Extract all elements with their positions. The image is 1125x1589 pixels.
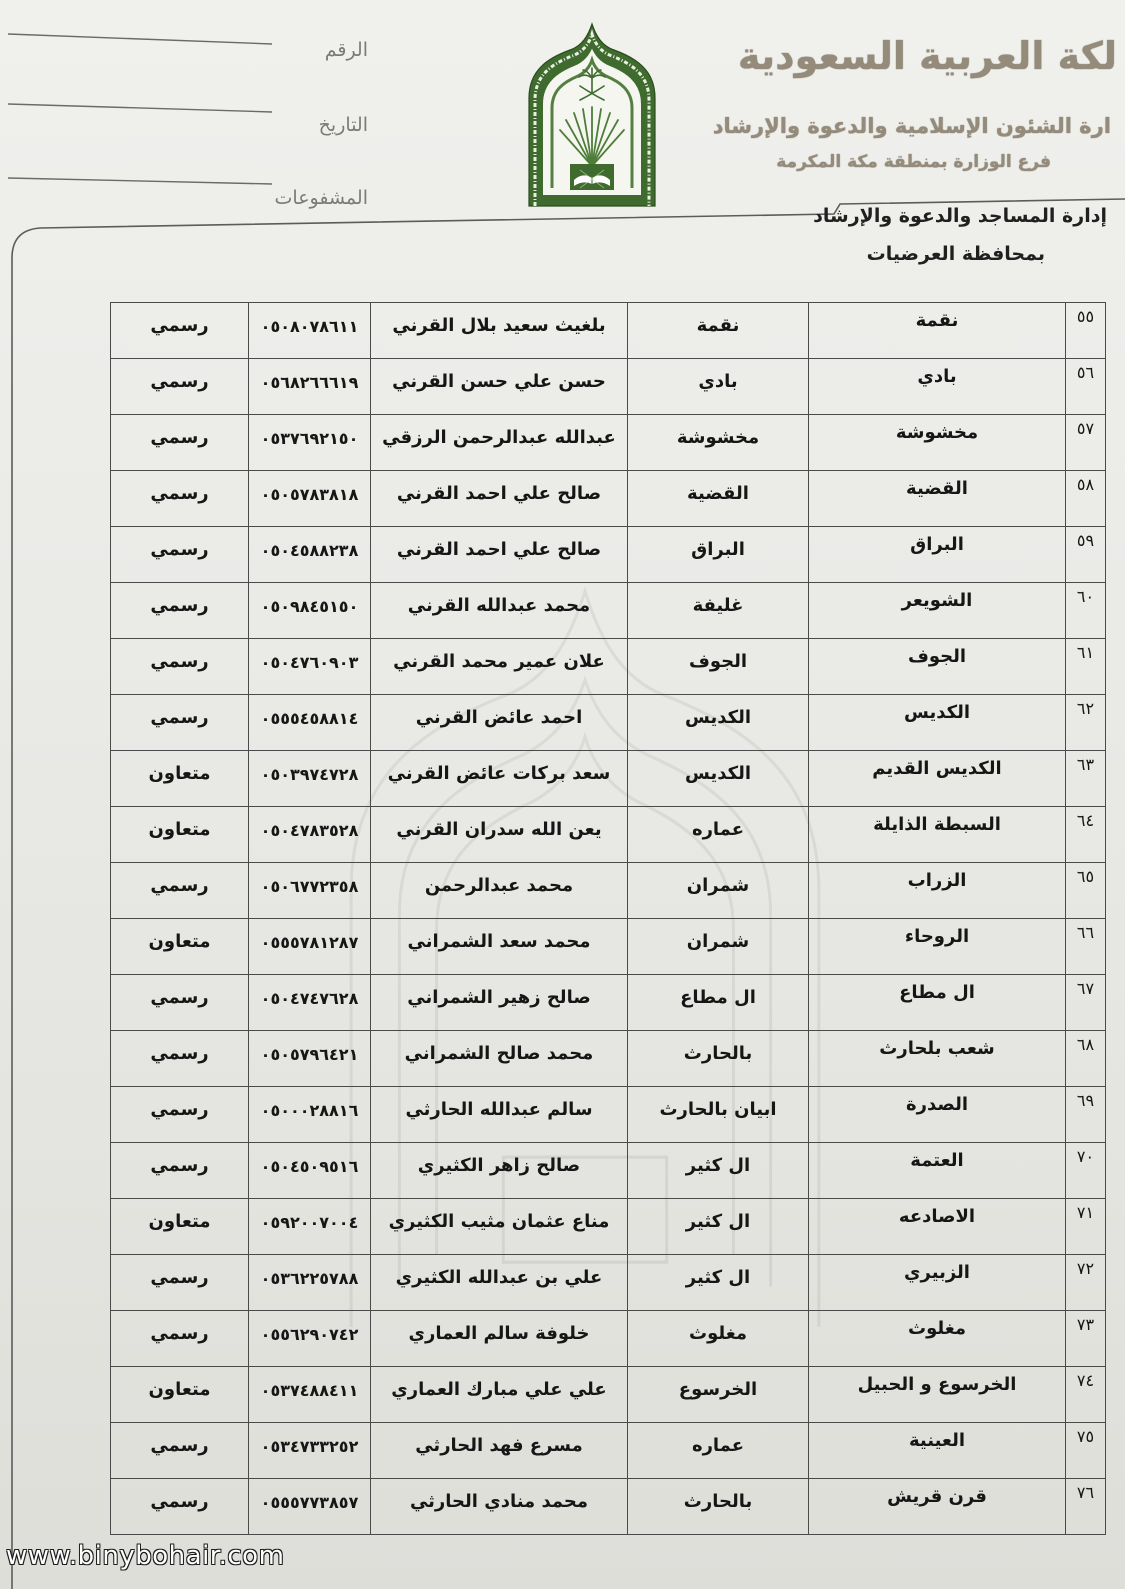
village-cell: مخشوشة [628,415,809,471]
imam-name-cell: محمد سعد الشمراني [371,919,628,975]
location-cell: العينية [809,1423,1066,1479]
imam-name-cell: صالح زهير الشمراني [371,975,628,1031]
imam-name-cell: صالح علي احمد القرني [371,471,628,527]
row-number-cell: ٦٠ [1066,583,1106,639]
letterhead-kingdom-title: لكة العربية السعودية [737,34,1117,78]
imam-name-cell: صالح زاهر الكثيري [371,1143,628,1199]
status-cell: رسمي [111,1255,249,1311]
row-number-cell: ٦٦ [1066,919,1106,975]
status-cell: رسمي [111,583,249,639]
imam-name-cell: عبدالله عبدالرحمن الرزقي [371,415,628,471]
location-cell: مغلوث [809,1311,1066,1367]
status-cell: رسمي [111,1031,249,1087]
table-row [111,415,1106,471]
imam-name-cell: بلغيث سعيد بلال القرني [371,303,628,359]
location-cell: الكديس القديم [809,751,1066,807]
table-row [111,1143,1106,1199]
village-cell: عماره [628,1423,809,1479]
table-row [111,639,1106,695]
row-number-cell: ٦٧ [1066,975,1106,1031]
table-row [111,303,1106,359]
row-number-cell: ٥٩ [1066,527,1106,583]
table-row [111,863,1106,919]
phone-cell: ٠٥٠٤٥٨٨٢٣٨ [249,527,371,583]
phone-cell: ٠٥٠٣٩٧٤٧٢٨ [249,751,371,807]
location-cell: قرن قريش [809,1479,1066,1535]
location-cell: الكديس [809,695,1066,751]
table-row [111,1087,1106,1143]
row-number-cell: ٥٥ [1066,303,1106,359]
village-cell: عماره [628,807,809,863]
row-number-cell: ٧٤ [1066,1367,1106,1423]
letterhead-ministry-title: ارة الشئون الإسلامية والدعوة والإرشاد [712,114,1111,138]
location-cell: الجوف [809,639,1066,695]
imam-name-cell: علان عمير محمد القرني [371,639,628,695]
phone-cell: ٠٥٠٤٥٠٩٥١٦ [249,1143,371,1199]
location-cell: مخشوشة [809,415,1066,471]
location-cell: ال مطاع [809,975,1066,1031]
imam-name-cell: محمد عبدالرحمن [371,863,628,919]
status-cell: رسمي [111,527,249,583]
village-cell: ابيان بالحارث [628,1087,809,1143]
number-field-line [8,34,272,44]
table-row [111,359,1106,415]
phone-cell: ٠٥٥٦٢٩٠٧٤٢ [249,1311,371,1367]
imam-name-cell: محمد صالح الشمراني [371,1031,628,1087]
status-cell: رسمي [111,1423,249,1479]
imam-name-cell: مناع عثمان مثيب الكثيري [371,1199,628,1255]
location-cell: العتمة [809,1143,1066,1199]
village-cell: شمران [628,863,809,919]
imam-name-cell: علي علي مبارك العماري [371,1367,628,1423]
village-cell: الكديس [628,751,809,807]
village-cell: القضية [628,471,809,527]
table-row [111,751,1106,807]
location-cell: الاصادعه [809,1199,1066,1255]
phone-cell: ٠٥٠٠٠٢٨٨١٦ [249,1087,371,1143]
imam-name-cell: يعن الله سدران القرني [371,807,628,863]
row-number-cell: ٦٢ [1066,695,1106,751]
location-cell: الزراب [809,863,1066,919]
phone-cell: ٠٥٣٧٤٨٨٤١١ [249,1367,371,1423]
status-cell: متعاون [111,751,249,807]
village-cell: الخرسوع [628,1367,809,1423]
village-cell: الجوف [628,639,809,695]
phone-cell: ٠٥٠٤٧٦٠٩٠٣ [249,639,371,695]
department-title: إدارة المساجد والدعوة والإرشاد [813,205,1107,227]
site-watermark: www.binybohair.com [6,1541,285,1571]
imam-name-cell: حسن علي حسن القرني [371,359,628,415]
location-cell: الصدرة [809,1087,1066,1143]
location-cell: القضية [809,471,1066,527]
location-cell: الشويعر [809,583,1066,639]
row-number-cell: ٧١ [1066,1199,1106,1255]
table-row [111,1479,1106,1535]
attachments-field-line [8,178,272,184]
village-cell: ال كثير [628,1255,809,1311]
village-cell: ال كثير [628,1199,809,1255]
status-cell: رسمي [111,695,249,751]
village-cell: بالحارث [628,1479,809,1535]
phone-cell: ٠٥٠٨٠٧٨٦١١ [249,303,371,359]
number-label: الرقم [324,39,368,61]
imam-name-cell: محمد منادي الحارثي [371,1479,628,1535]
village-cell: الكديس [628,695,809,751]
table-row [111,1311,1106,1367]
table-row [111,807,1106,863]
phone-cell: ٠٥٠٤٧٤٧٦٢٨ [249,975,371,1031]
status-cell: رسمي [111,639,249,695]
village-cell: مغلوث [628,1311,809,1367]
ministry-emblem-icon [526,20,658,208]
table-row [111,471,1106,527]
row-number-cell: ٦٩ [1066,1087,1106,1143]
status-cell: رسمي [111,359,249,415]
status-cell: متعاون [111,919,249,975]
status-cell: رسمي [111,1143,249,1199]
table-body [111,303,1106,1535]
phone-cell: ٠٥٠٤٧٨٣٥٢٨ [249,807,371,863]
status-cell: رسمي [111,1311,249,1367]
letterhead-branch-title: فرع الوزارة بمنطقة مكة المكرمة [776,152,1051,172]
table-row [111,1367,1106,1423]
imam-name-cell: محمد عبدالله القرني [371,583,628,639]
table-row [111,695,1106,751]
mosques-table [110,302,1106,1535]
location-cell: نقمة [809,303,1066,359]
status-cell: رسمي [111,975,249,1031]
table-row [111,975,1106,1031]
phone-cell: ٠٥٣٦٢٢٥٧٨٨ [249,1255,371,1311]
row-number-cell: ٧٠ [1066,1143,1106,1199]
phone-cell: ٠٥٥٥٧٧٣٨٥٧ [249,1479,371,1535]
governorate-title: بمحافظة العرضيات [866,243,1045,265]
row-number-cell: ٥٨ [1066,471,1106,527]
village-cell: بادي [628,359,809,415]
location-cell: الزبيري [809,1255,1066,1311]
imam-name-cell: علي بن عبدالله الكثيري [371,1255,628,1311]
row-number-cell: ٦١ [1066,639,1106,695]
status-cell: رسمي [111,1087,249,1143]
location-cell: السبطة الذايلة [809,807,1066,863]
phone-cell: ٠٥٣٧٦٩٢١٥٠ [249,415,371,471]
table-row [111,1031,1106,1087]
status-cell: رسمي [111,415,249,471]
phone-cell: ٠٥٠٩٨٤٥١٥٠ [249,583,371,639]
phone-cell: ٠٥٩٢٠٠٧٠٠٤ [249,1199,371,1255]
phone-cell: ٠٥٥٥٤٥٨٨١٤ [249,695,371,751]
row-number-cell: ٦٣ [1066,751,1106,807]
location-cell: شعب بلحارث [809,1031,1066,1087]
village-cell: غليفة [628,583,809,639]
status-cell: رسمي [111,303,249,359]
village-cell: ال كثير [628,1143,809,1199]
phone-cell: ٠٥٠٥٧٨٣٨١٨ [249,471,371,527]
location-cell: الروحاء [809,919,1066,975]
status-cell: متعاون [111,807,249,863]
village-cell: ال مطاع [628,975,809,1031]
imam-name-cell: احمد عائض القرني [371,695,628,751]
table-row [111,919,1106,975]
imam-name-cell: خلوفة سالم العماري [371,1311,628,1367]
status-cell: رسمي [111,863,249,919]
phone-cell: ٠٥٠٦٧٧٢٣٥٨ [249,863,371,919]
row-number-cell: ٦٨ [1066,1031,1106,1087]
imam-name-cell: سالم عبدالله الحارثي [371,1087,628,1143]
phone-cell: ٠٥٥٥٧٨١٢٨٧ [249,919,371,975]
location-cell: البراق [809,527,1066,583]
date-label: التاريخ [318,114,368,136]
row-number-cell: ٥٦ [1066,359,1106,415]
table-row [111,583,1106,639]
imam-name-cell: صالح علي احمد القرني [371,527,628,583]
village-cell: شمران [628,919,809,975]
row-number-cell: ٧٦ [1066,1479,1106,1535]
phone-cell: ٠٥٦٨٢٦٦٦١٩ [249,359,371,415]
village-cell: البراق [628,527,809,583]
row-number-cell: ٦٤ [1066,807,1106,863]
table-row [111,527,1106,583]
attachments-label: المشفوعات [274,187,368,209]
phone-cell: ٠٥٠٥٧٩٦٤٢١ [249,1031,371,1087]
imam-name-cell: مسرع فهد الحارثي [371,1423,628,1479]
village-cell: نقمة [628,303,809,359]
date-field-line [8,104,272,112]
row-number-cell: ٥٧ [1066,415,1106,471]
table-row [111,1199,1106,1255]
table-row [111,1423,1106,1479]
row-number-cell: ٧٣ [1066,1311,1106,1367]
status-cell: متعاون [111,1199,249,1255]
location-cell: الخرسوع و الحبيل [809,1367,1066,1423]
imam-name-cell: سعد بركات عائض القرني [371,751,628,807]
location-cell: بادي [809,359,1066,415]
status-cell: رسمي [111,1479,249,1535]
row-number-cell: ٦٥ [1066,863,1106,919]
status-cell: رسمي [111,471,249,527]
row-number-cell: ٧٢ [1066,1255,1106,1311]
phone-cell: ٠٥٣٤٧٣٣٢٥٢ [249,1423,371,1479]
status-cell: متعاون [111,1367,249,1423]
table-row [111,1255,1106,1311]
row-number-cell: ٧٥ [1066,1423,1106,1479]
village-cell: بالحارث [628,1031,809,1087]
